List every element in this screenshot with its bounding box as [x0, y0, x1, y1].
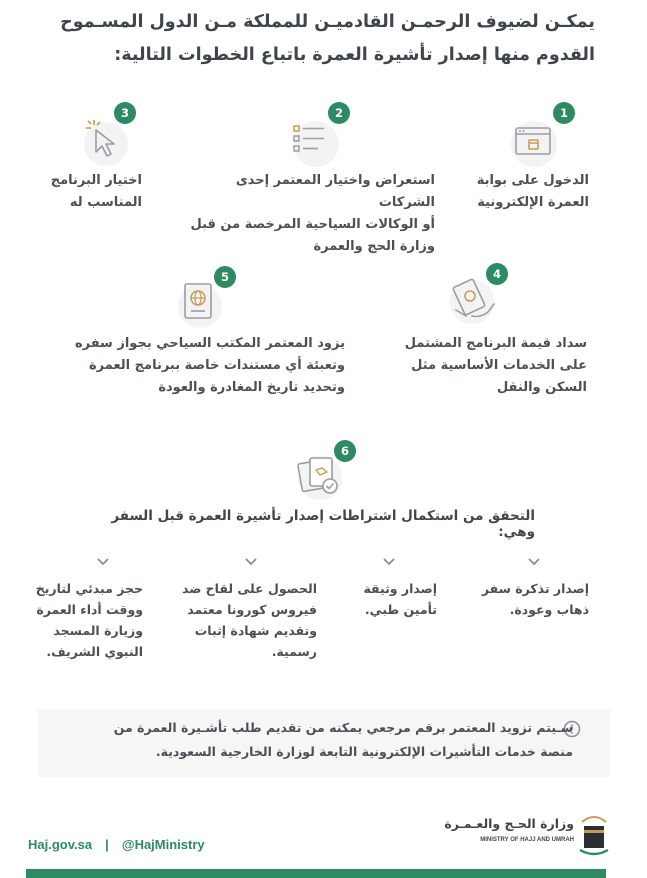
- footer-links: [28, 834, 205, 853]
- step-2-badge: 2: [328, 102, 350, 124]
- ministry-logo: [444, 810, 614, 860]
- step-4-badge: 4: [486, 263, 508, 285]
- intro-heading: [50, 6, 595, 72]
- step-1-icon-wrap: [508, 114, 564, 174]
- step-3-text: اختيار البرنامج المناسب له: [50, 173, 142, 210]
- website-link[interactable]: Haj.gov.sa: [28, 837, 93, 852]
- chevron-down-icon: [527, 555, 541, 569]
- chevron-down-icon: [244, 555, 258, 569]
- step-1-text: الدخول على بوابة العمرة الإلكترونية: [476, 173, 589, 210]
- step-2-text: استعراض واختيار المعتمر إحدى الشركات أو الوكالات السياحية المرخصة من قبل وزارة الحج والعمرة: [190, 173, 435, 254]
- footer-separator: |: [105, 837, 109, 852]
- note-text: سـيتم تزويد المعتمر برقم مرجعي يمكنه من تقديم طلب تأشـيرة العمرة من منصة خدمات التأشيرات الإلكترونية التابعة لوزارة الخارجية السعودية.: [113, 720, 573, 759]
- step-5-text: يزود المعتمر المكتب السياحي بجواز سفره وتعبئة أي مستندات خاصة ببرنامج العمرة وتحديد تاريخ المغادرة والعودة: [74, 336, 345, 395]
- kaaba-logo-icon: [578, 812, 610, 856]
- step-6-badge: 6: [334, 440, 356, 462]
- chevron-down-icon: [382, 555, 396, 569]
- condition-4: حجز مبدئي لتاريخ ووقت أداء العمرة وزيارة المسجد النبوي الشريف.: [35, 581, 143, 659]
- condition-3: الحصول على لقاح ضد فيروس كورونا معتمد وتقديم شهادة إثبات رسمية.: [181, 581, 317, 659]
- step-3-badge: 3: [114, 102, 136, 124]
- verify-heading: التحقق من استكمال اشتراطات إصدار تأشيرة العمرة قبل السفر وهي:: [111, 508, 535, 540]
- logo-arabic-name: وزارة الحـج والعـمـرة: [444, 816, 574, 831]
- step-1-badge: 1: [553, 102, 575, 124]
- condition-2: إصدار وثيقة تأمين طبي.: [363, 581, 437, 617]
- intro-line-2: القدوم منها إصدار تأشيرة العمرة باتباع الخطوات التالية:: [114, 45, 595, 65]
- step-4-text: سداد قيمة البرنامج المشتمل على الخدمات الأساسية مثل السكن والنقل: [404, 336, 587, 395]
- bottom-accent-bar: [26, 869, 606, 878]
- chevron-down-icon: [96, 555, 110, 569]
- condition-1: إصدار تذكرة سفر ذهاب وعودة.: [481, 581, 589, 617]
- web-portal-icon: [508, 114, 564, 170]
- social-handle-link[interactable]: @HajMinistry: [121, 837, 205, 852]
- logo-english-name: MINISTRY OF HAJJ AND UMRAH: [480, 837, 574, 843]
- intro-line-1: يمكـن لضيوف الرحمـن القادميـن للمملكة مـن الدول المسـموح: [60, 12, 595, 32]
- step-5-badge: 5: [214, 266, 236, 288]
